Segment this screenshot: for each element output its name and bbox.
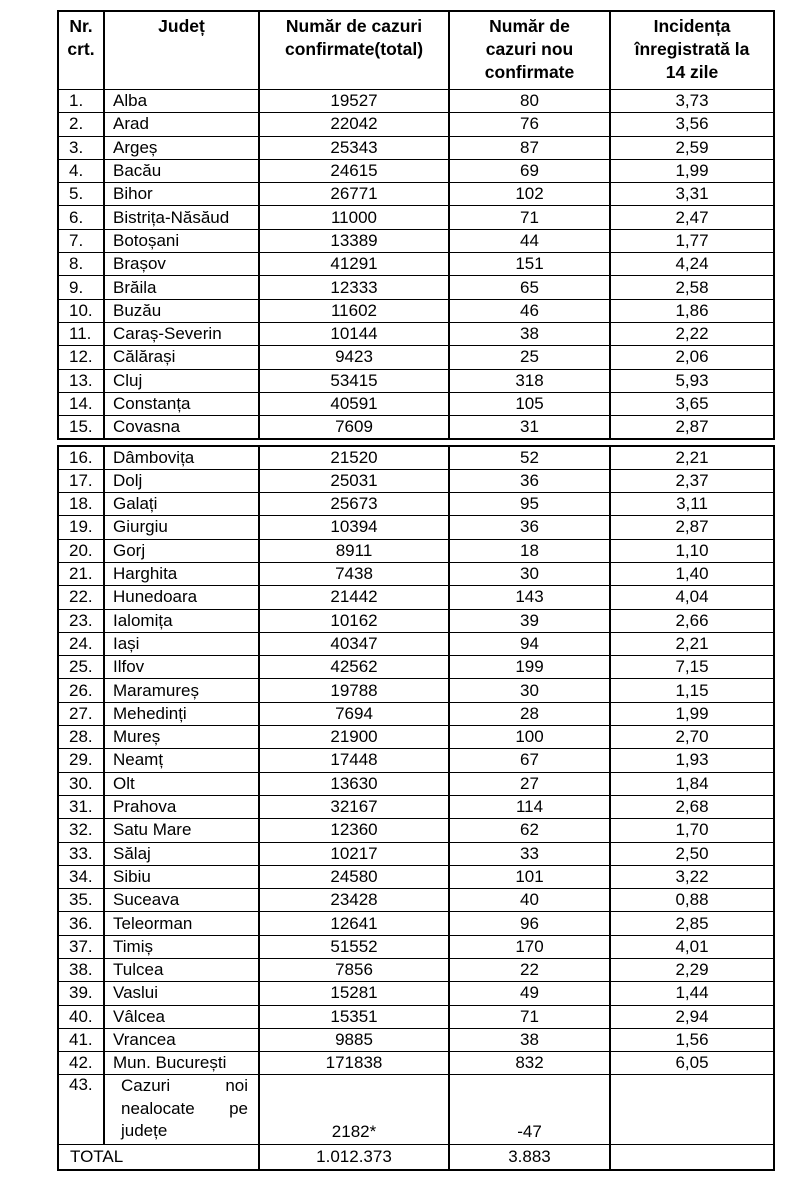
row-nr: 35. xyxy=(58,889,104,912)
row-total-cases: 7694 xyxy=(259,702,449,725)
row-county: Ilfov xyxy=(104,656,259,679)
row-total-cases: 19788 xyxy=(259,679,449,702)
table-row xyxy=(58,516,774,539)
table-row xyxy=(58,842,774,865)
row-incidence: 6,05 xyxy=(610,1052,774,1075)
row-new-cases: 31 xyxy=(449,416,610,439)
row-new-cases: 101 xyxy=(449,865,610,888)
column-header-total-cases: Număr de cazuri confirmate(total) xyxy=(259,11,449,90)
cases-table-section-1 xyxy=(57,10,775,440)
row-total-cases: 17448 xyxy=(259,749,449,772)
table-row xyxy=(58,369,774,392)
row-incidence: 1,56 xyxy=(610,1028,774,1051)
row-incidence: 1,70 xyxy=(610,819,774,842)
table-row xyxy=(58,416,774,439)
row-total-cases: 19527 xyxy=(259,90,449,113)
row-new-cases: 62 xyxy=(449,819,610,842)
row-nr: 21. xyxy=(58,562,104,585)
column-header-new-cases: Număr de cazuri nou confirmate xyxy=(449,11,610,90)
row-nr: 5. xyxy=(58,183,104,206)
row-incidence: 1,99 xyxy=(610,159,774,182)
table-row xyxy=(58,795,774,818)
row-new-cases: 318 xyxy=(449,369,610,392)
row-new-cases: 65 xyxy=(449,276,610,299)
row-total-cases: 13389 xyxy=(259,229,449,252)
row-county: Hunedoara xyxy=(104,586,259,609)
county-line: Cazuri noi xyxy=(121,1076,248,1096)
row-county: Maramureș xyxy=(104,679,259,702)
table-row xyxy=(58,446,774,469)
table-row xyxy=(58,493,774,516)
row-incidence: 3,11 xyxy=(610,493,774,516)
row-total-cases: 22042 xyxy=(259,113,449,136)
row-nr: 1. xyxy=(58,90,104,113)
row-total-cases: 25343 xyxy=(259,136,449,159)
row-total-cases: 9423 xyxy=(259,346,449,369)
row-new-cases: 18 xyxy=(449,539,610,562)
table-row xyxy=(58,1005,774,1028)
row-new-cases: 28 xyxy=(449,702,610,725)
row-nr: 7. xyxy=(58,229,104,252)
row-county: Neamț xyxy=(104,749,259,772)
row-county: Vrancea xyxy=(104,1028,259,1051)
row-incidence: 1,99 xyxy=(610,702,774,725)
row-nr: 23. xyxy=(58,609,104,632)
row-total-cases: 24615 xyxy=(259,159,449,182)
table-row xyxy=(58,469,774,492)
row-county: Brașov xyxy=(104,253,259,276)
row-county: Iași xyxy=(104,632,259,655)
row-total-cases: 23428 xyxy=(259,889,449,912)
row-total-cases: 7438 xyxy=(259,562,449,585)
row-new-cases: 36 xyxy=(449,516,610,539)
row-incidence: 1,15 xyxy=(610,679,774,702)
table-row xyxy=(58,562,774,585)
row-nr: 14. xyxy=(58,392,104,415)
row-county: Buzău xyxy=(104,299,259,322)
row-total-cases: 21900 xyxy=(259,726,449,749)
row-county: Ialomița xyxy=(104,609,259,632)
column-header-nr-crt: Nr. crt. xyxy=(58,11,104,90)
column-header-incidence: Incidența înregistrată la 14 zile xyxy=(610,11,774,90)
table-row xyxy=(58,113,774,136)
row-total-cases: 10217 xyxy=(259,842,449,865)
row-new-cases: 96 xyxy=(449,912,610,935)
row-county: Bistrița-Năsăud xyxy=(104,206,259,229)
row-nr: 9. xyxy=(58,276,104,299)
row-county: Bihor xyxy=(104,183,259,206)
row-nr: 15. xyxy=(58,416,104,439)
row-new-cases: 39 xyxy=(449,609,610,632)
row-incidence: 3,22 xyxy=(610,865,774,888)
row-incidence: 1,40 xyxy=(610,562,774,585)
row-nr: 26. xyxy=(58,679,104,702)
row-incidence: 2,37 xyxy=(610,469,774,492)
row-total-cases: 7609 xyxy=(259,416,449,439)
row-new-cases: 114 xyxy=(449,795,610,818)
row-nr: 10. xyxy=(58,299,104,322)
table-row xyxy=(58,656,774,679)
row-county: Brăila xyxy=(104,276,259,299)
row-total-cases: 21442 xyxy=(259,586,449,609)
total-label: TOTAL xyxy=(58,1145,259,1170)
row-total-cases: 51552 xyxy=(259,935,449,958)
row-total-cases: 41291 xyxy=(259,253,449,276)
table-row xyxy=(58,586,774,609)
row-total-cases: 24580 xyxy=(259,865,449,888)
row-total-cases: 10144 xyxy=(259,322,449,345)
table-row xyxy=(58,702,774,725)
row-total-cases: 11602 xyxy=(259,299,449,322)
table-row xyxy=(58,90,774,113)
row-nr: 37. xyxy=(58,935,104,958)
row-nr: 41. xyxy=(58,1028,104,1051)
row-total-cases: 15351 xyxy=(259,1005,449,1028)
row-total-cases: 11000 xyxy=(259,206,449,229)
row-county: Olt xyxy=(104,772,259,795)
row-county: Giurgiu xyxy=(104,516,259,539)
row-incidence: 2,21 xyxy=(610,632,774,655)
row-incidence: 2,94 xyxy=(610,1005,774,1028)
row-total-cases: 12641 xyxy=(259,912,449,935)
row-nr: 28. xyxy=(58,726,104,749)
row-county: Satu Mare xyxy=(104,819,259,842)
row-new-cases: 170 xyxy=(449,935,610,958)
table-row xyxy=(58,1052,774,1075)
row-new-cases: -47 xyxy=(449,1075,610,1145)
row-new-cases: 94 xyxy=(449,632,610,655)
row-nr: 34. xyxy=(58,865,104,888)
row-total-cases: 15281 xyxy=(259,982,449,1005)
row-nr: 3. xyxy=(58,136,104,159)
row-new-cases: 44 xyxy=(449,229,610,252)
row-nr: 36. xyxy=(58,912,104,935)
row-county: Dâmbovița xyxy=(104,446,259,469)
table-row xyxy=(58,229,774,252)
row-nr: 32. xyxy=(58,819,104,842)
row-total-cases: 26771 xyxy=(259,183,449,206)
row-incidence: 7,15 xyxy=(610,656,774,679)
table-row xyxy=(58,726,774,749)
row-new-cases: 71 xyxy=(449,206,610,229)
row-incidence: 2,58 xyxy=(610,276,774,299)
cases-table-section-2 xyxy=(57,445,775,1171)
row-county: Teleorman xyxy=(104,912,259,935)
table-row xyxy=(58,632,774,655)
row-nr: 40. xyxy=(58,1005,104,1028)
table-row xyxy=(58,253,774,276)
row-incidence: 2,87 xyxy=(610,416,774,439)
table-row xyxy=(58,889,774,912)
row-nr: 27. xyxy=(58,702,104,725)
county-line: nealocate pe xyxy=(121,1098,248,1118)
row-incidence: 4,24 xyxy=(610,253,774,276)
row-county: Mureș xyxy=(104,726,259,749)
row-new-cases: 30 xyxy=(449,679,610,702)
row-county: Galați xyxy=(104,493,259,516)
table-row xyxy=(58,136,774,159)
row-nr: 29. xyxy=(58,749,104,772)
row-county: Sălaj xyxy=(104,842,259,865)
table-row xyxy=(58,183,774,206)
row-county: Bacău xyxy=(104,159,259,182)
row-new-cases: 199 xyxy=(449,656,610,679)
row-new-cases: 151 xyxy=(449,253,610,276)
row-nr: 39. xyxy=(58,982,104,1005)
row-new-cases: 76 xyxy=(449,113,610,136)
row-incidence: 3,56 xyxy=(610,113,774,136)
row-county: Timiș xyxy=(104,935,259,958)
table-row xyxy=(58,346,774,369)
row-total-cases: 171838 xyxy=(259,1052,449,1075)
row-total-cases: 25673 xyxy=(259,493,449,516)
table-row xyxy=(58,1028,774,1051)
row-county: Dolj xyxy=(104,469,259,492)
table-row xyxy=(58,679,774,702)
row-new-cases: 87 xyxy=(449,136,610,159)
row-county: Arad xyxy=(104,113,259,136)
table-row xyxy=(58,749,774,772)
row-new-cases: 80 xyxy=(449,90,610,113)
row-nr: 16. xyxy=(58,446,104,469)
row-county: Gorj xyxy=(104,539,259,562)
table-row xyxy=(58,982,774,1005)
row-total-cases: 42562 xyxy=(259,656,449,679)
row-incidence: 2,59 xyxy=(610,136,774,159)
row-county: Sibiu xyxy=(104,865,259,888)
row-county: Botoșani xyxy=(104,229,259,252)
row-nr: 25. xyxy=(58,656,104,679)
row-county: Caraș-Severin xyxy=(104,322,259,345)
row-new-cases: 38 xyxy=(449,322,610,345)
row-county: Constanța xyxy=(104,392,259,415)
row-new-cases: 38 xyxy=(449,1028,610,1051)
row-total-cases: 7856 xyxy=(259,958,449,981)
row-incidence: 1,93 xyxy=(610,749,774,772)
row-incidence: 2,29 xyxy=(610,958,774,981)
row-nr: 17. xyxy=(58,469,104,492)
row-incidence: 2,87 xyxy=(610,516,774,539)
row-incidence: 1,77 xyxy=(610,229,774,252)
row-nr: 12. xyxy=(58,346,104,369)
row-incidence: 0,88 xyxy=(610,889,774,912)
table-row xyxy=(58,276,774,299)
row-new-cases: 40 xyxy=(449,889,610,912)
row-nr: 42. xyxy=(58,1052,104,1075)
row-total-cases: 10162 xyxy=(259,609,449,632)
row-incidence: 1,10 xyxy=(610,539,774,562)
row-incidence: 2,50 xyxy=(610,842,774,865)
row-county: Vaslui xyxy=(104,982,259,1005)
row-new-cases: 25 xyxy=(449,346,610,369)
county-cases-table-wrap xyxy=(57,10,773,1171)
row-new-cases: 143 xyxy=(449,586,610,609)
column-header-judet: Județ xyxy=(104,11,259,90)
row-incidence: 1,44 xyxy=(610,982,774,1005)
row-new-cases: 71 xyxy=(449,1005,610,1028)
row-incidence: 2,22 xyxy=(610,322,774,345)
row-nr: 43. xyxy=(58,1075,104,1145)
row-total xyxy=(58,1145,774,1170)
row-total-cases: 2182* xyxy=(259,1075,449,1145)
row-new-cases: 33 xyxy=(449,842,610,865)
row-nr: 2. xyxy=(58,113,104,136)
row-nr: 19. xyxy=(58,516,104,539)
row-incidence: 5,93 xyxy=(610,369,774,392)
total-cases-sum: 1.012.373 xyxy=(259,1145,449,1170)
row-new-cases: 22 xyxy=(449,958,610,981)
row-new-cases: 46 xyxy=(449,299,610,322)
table-row xyxy=(58,958,774,981)
row-nr: 22. xyxy=(58,586,104,609)
row-total-cases: 21520 xyxy=(259,446,449,469)
row-nr: 13. xyxy=(58,369,104,392)
row-new-cases: 30 xyxy=(449,562,610,585)
row-new-cases: 102 xyxy=(449,183,610,206)
row-new-cases: 52 xyxy=(449,446,610,469)
table-row xyxy=(58,935,774,958)
row-incidence: 3,31 xyxy=(610,183,774,206)
row-incidence: 2,47 xyxy=(610,206,774,229)
row-incidence xyxy=(610,1075,774,1145)
row-county: Mehedinți xyxy=(104,702,259,725)
row-county: Mun. București xyxy=(104,1052,259,1075)
row-county: Cluj xyxy=(104,369,259,392)
table-row xyxy=(58,772,774,795)
row-nr: 31. xyxy=(58,795,104,818)
table-row xyxy=(58,912,774,935)
total-new-cases-sum: 3.883 xyxy=(449,1145,610,1170)
row-total-cases: 32167 xyxy=(259,795,449,818)
table-row xyxy=(58,819,774,842)
row-county xyxy=(104,1075,259,1145)
row-total-cases: 53415 xyxy=(259,369,449,392)
table-row xyxy=(58,299,774,322)
table-row xyxy=(58,159,774,182)
row-incidence: 2,21 xyxy=(610,446,774,469)
row-county: Suceava xyxy=(104,889,259,912)
row-new-cases: 49 xyxy=(449,982,610,1005)
row-incidence: 1,84 xyxy=(610,772,774,795)
row-incidence: 2,66 xyxy=(610,609,774,632)
row-county: Vâlcea xyxy=(104,1005,259,1028)
row-incidence: 4,04 xyxy=(610,586,774,609)
row-total-cases: 8911 xyxy=(259,539,449,562)
row-incidence: 2,06 xyxy=(610,346,774,369)
row-nr: 6. xyxy=(58,206,104,229)
row-county: Prahova xyxy=(104,795,259,818)
row-total-cases: 10394 xyxy=(259,516,449,539)
row-county: Argeș xyxy=(104,136,259,159)
row-nr: 30. xyxy=(58,772,104,795)
header-row xyxy=(58,11,774,90)
row-new-cases: 832 xyxy=(449,1052,610,1075)
row-nr: 4. xyxy=(58,159,104,182)
table-row xyxy=(58,865,774,888)
row-unallocated-cases xyxy=(58,1075,774,1145)
row-new-cases: 36 xyxy=(449,469,610,492)
total-incidence xyxy=(610,1145,774,1170)
row-county: Tulcea xyxy=(104,958,259,981)
row-total-cases: 13630 xyxy=(259,772,449,795)
row-nr: 20. xyxy=(58,539,104,562)
row-nr: 24. xyxy=(58,632,104,655)
row-incidence: 2,85 xyxy=(610,912,774,935)
row-incidence: 1,86 xyxy=(610,299,774,322)
row-total-cases: 40591 xyxy=(259,392,449,415)
table-row xyxy=(58,206,774,229)
county-line: județe xyxy=(121,1121,168,1141)
row-total-cases: 12360 xyxy=(259,819,449,842)
table-row xyxy=(58,539,774,562)
row-county: Harghita xyxy=(104,562,259,585)
row-nr: 18. xyxy=(58,493,104,516)
row-total-cases: 12333 xyxy=(259,276,449,299)
row-total-cases: 25031 xyxy=(259,469,449,492)
table-row xyxy=(58,609,774,632)
row-new-cases: 95 xyxy=(449,493,610,516)
row-nr: 11. xyxy=(58,322,104,345)
row-incidence: 3,65 xyxy=(610,392,774,415)
row-nr: 8. xyxy=(58,253,104,276)
row-total-cases: 40347 xyxy=(259,632,449,655)
row-new-cases: 105 xyxy=(449,392,610,415)
row-incidence: 2,70 xyxy=(610,726,774,749)
row-new-cases: 69 xyxy=(449,159,610,182)
row-new-cases: 27 xyxy=(449,772,610,795)
row-incidence: 3,73 xyxy=(610,90,774,113)
row-county: Călărași xyxy=(104,346,259,369)
row-incidence: 4,01 xyxy=(610,935,774,958)
row-county: Covasna xyxy=(104,416,259,439)
row-nr: 33. xyxy=(58,842,104,865)
table-row xyxy=(58,392,774,415)
row-incidence: 2,68 xyxy=(610,795,774,818)
table-row xyxy=(58,322,774,345)
row-nr: 38. xyxy=(58,958,104,981)
row-total-cases: 9885 xyxy=(259,1028,449,1051)
row-county: Alba xyxy=(104,90,259,113)
row-new-cases: 100 xyxy=(449,726,610,749)
row-new-cases: 67 xyxy=(449,749,610,772)
